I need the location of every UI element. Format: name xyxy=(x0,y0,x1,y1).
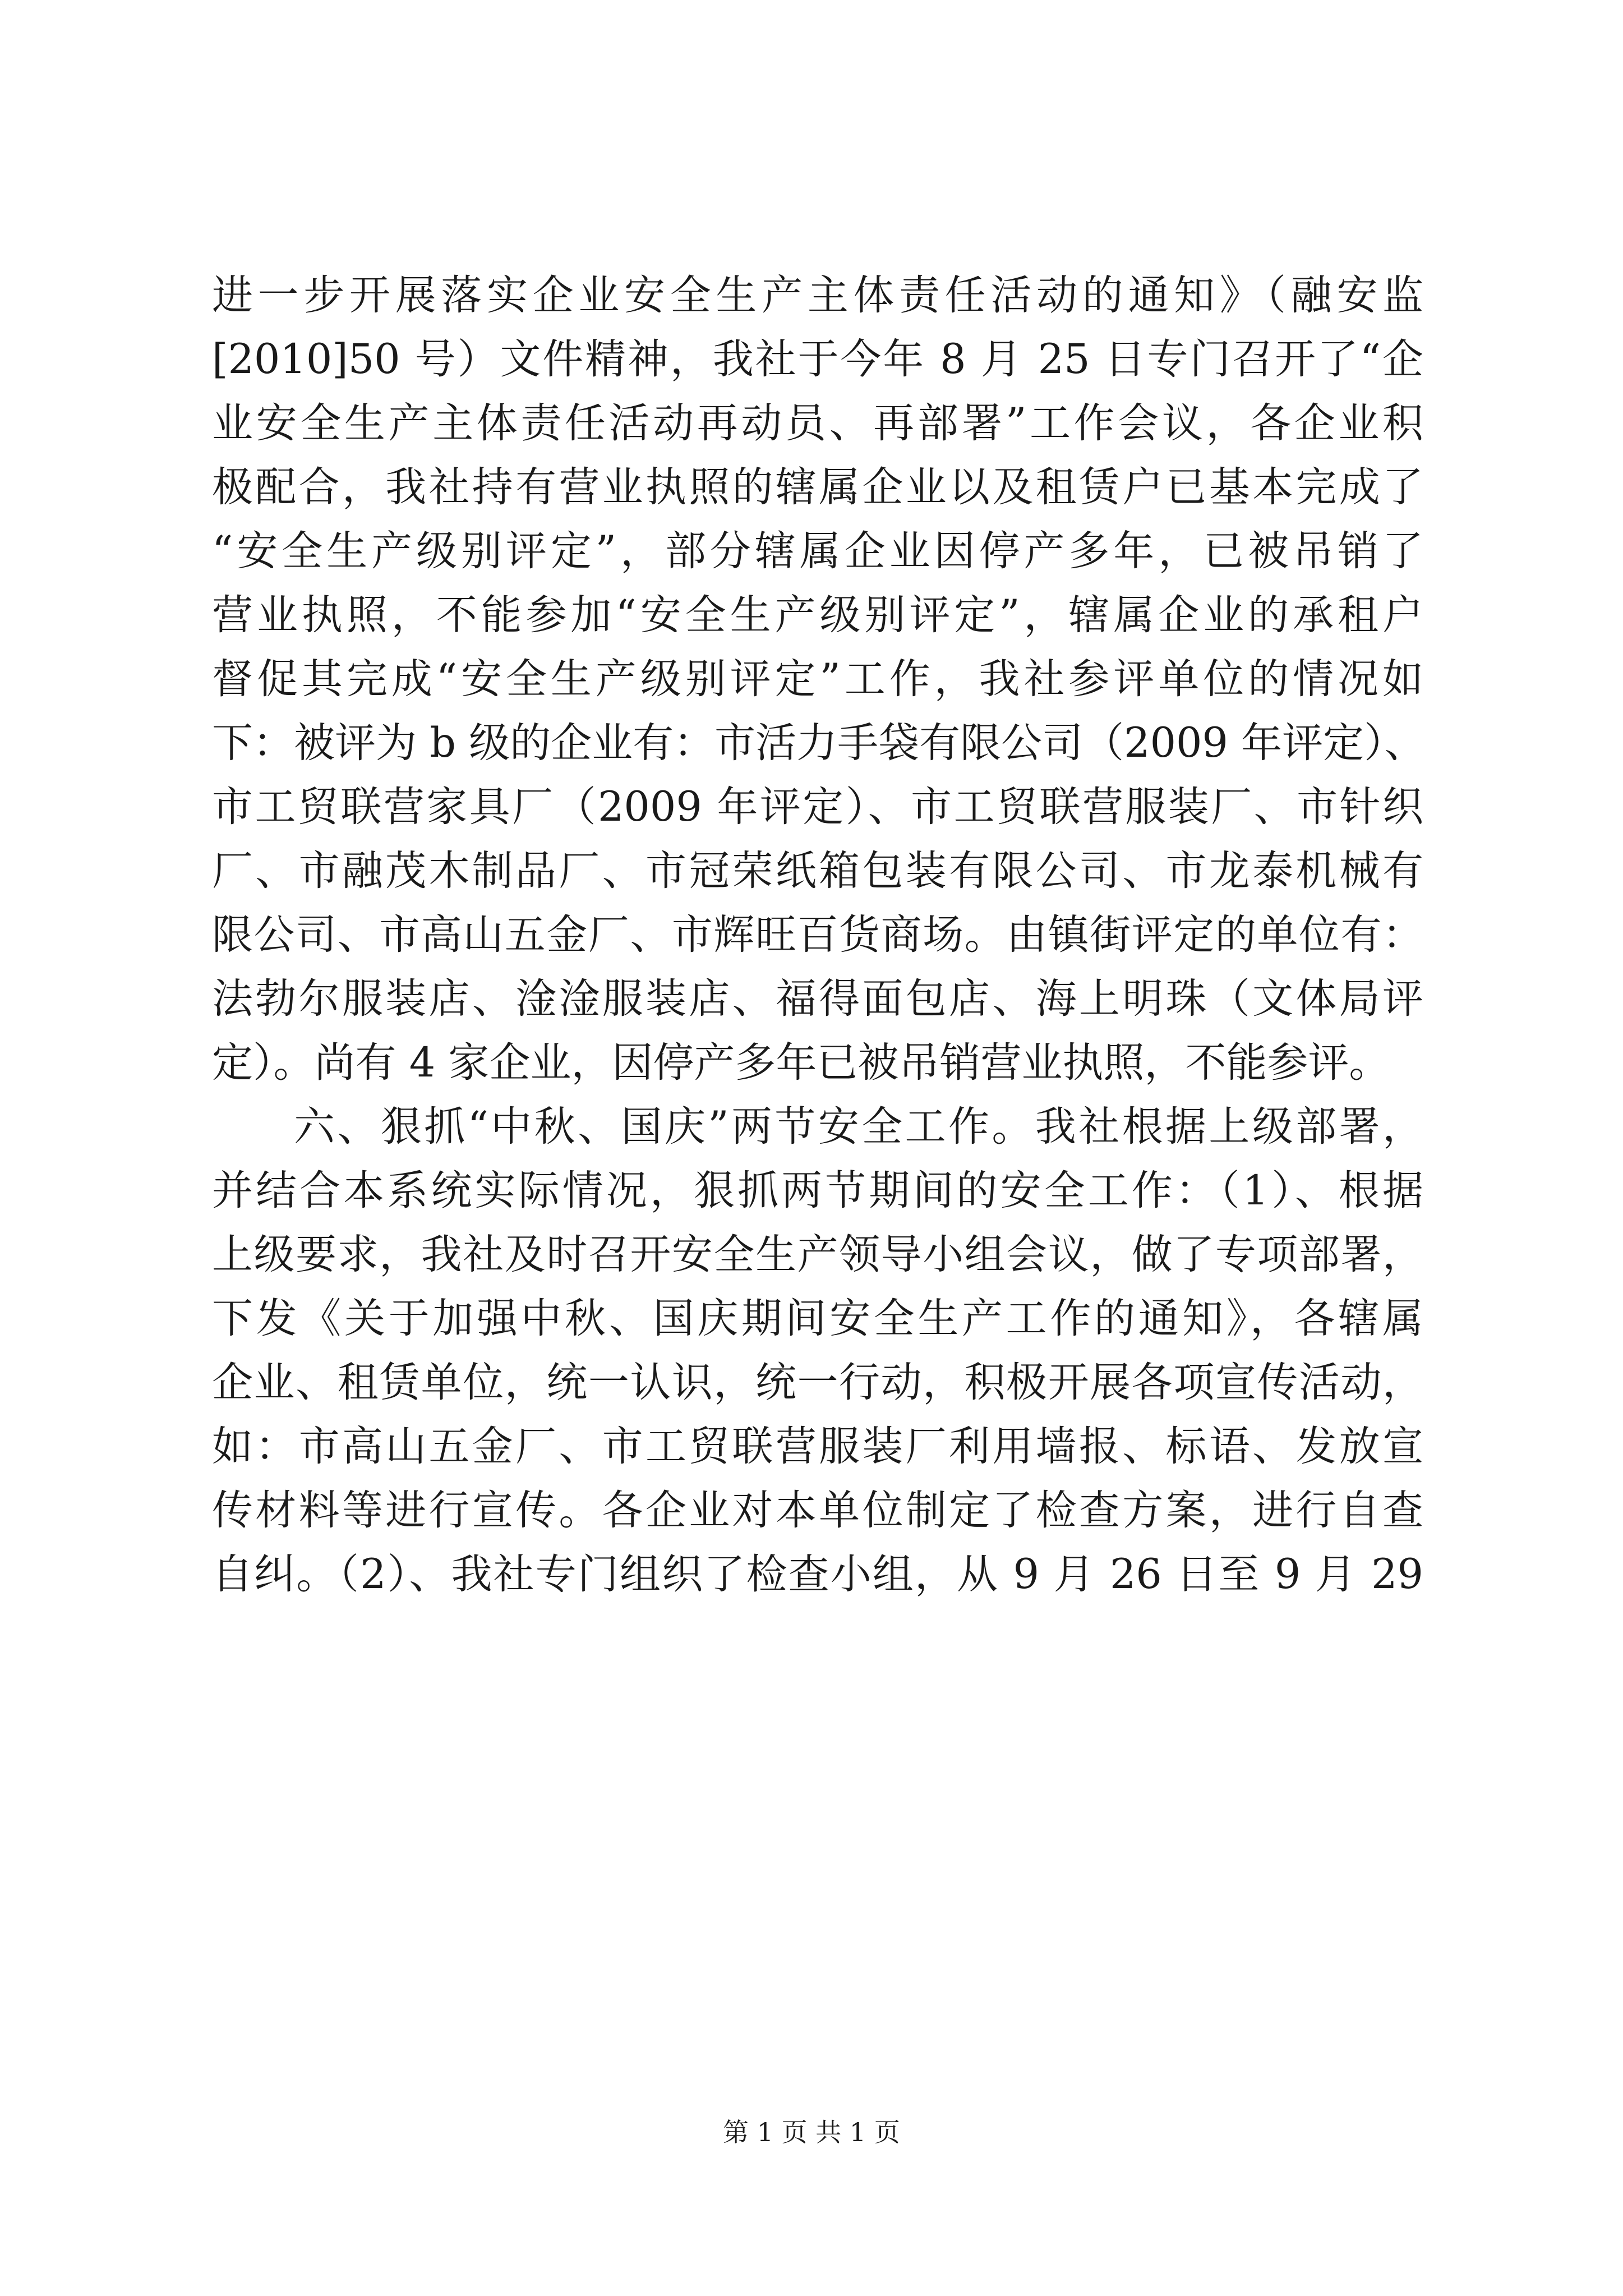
text-line: 下：被评为 b 级的企业有：市活力手袋有限公司（2009 年评定）、 xyxy=(212,719,1426,767)
text-line: 自纠。（2）、我社专门组织了检查小组，从 9 月 26 日至 9 月 29 xyxy=(212,1550,1423,1598)
text-line: 传材料等进行宣传。各企业对本单位制定了检查方案，进行自查 xyxy=(212,1487,1423,1534)
text-line: 法勃尔服装店、淦淦服装店、福得面包店、海上明珠（文体局评 xyxy=(212,975,1423,1023)
text-line: 上级要求，我社及时召开安全生产领导小组会议，做了专项部署， xyxy=(212,1231,1423,1278)
text-line: 业安全生产主体责任活动再动员、再部署”工作会议，各企业积 xyxy=(212,399,1423,447)
text-line: 限公司、市高山五金厂、市辉旺百货商场。由镇街评定的单位有： xyxy=(212,911,1423,959)
text-line: 营业执照，不能参加“安全生产级别评定”，辖属企业的承租户 xyxy=(212,591,1423,639)
text-line: 进一步开展落实企业安全生产主体责任活动的通知》（融安监 xyxy=(212,272,1423,319)
text-line: 市工贸联营家具厂（2009 年评定）、市工贸联营服装厂、市针织 xyxy=(212,783,1423,831)
text-line: 下发《关于加强中秋、国庆期间安全生产工作的通知》，各辖属 xyxy=(212,1295,1423,1342)
text-line: 如：市高山五金厂、市工贸联营服装厂利用墙报、标语、发放宣 xyxy=(212,1423,1423,1470)
text-line: “安全生产级别评定”，部分辖属企业因停产多年，已被吊销了 xyxy=(212,527,1423,575)
page-number-footer: 第 1 页 共 1 页 xyxy=(723,2117,900,2147)
text-line: 企业、租赁单位，统一认识，统一行动，积极开展各项宣传活动， xyxy=(212,1359,1423,1406)
document-body xyxy=(212,264,1426,1607)
text-line: 极配合，我社持有营业执照的辖属企业以及租赁户已基本完成了 xyxy=(212,463,1423,511)
paragraph-start-line: 六、狠抓“中秋、国庆”两节安全工作。我社根据上级部署， xyxy=(294,1103,1423,1151)
text-line: 并结合本系统实际情况，狠抓两节期间的安全工作：（1）、根据 xyxy=(212,1167,1423,1214)
text-line: [2010]50 号）文件精神，我社于今年 8 月 25 日专门召开了“企 xyxy=(212,335,1423,383)
text-line: 厂、市融茂木制品厂、市冠荣纸箱包装有限公司、市龙泰机械有 xyxy=(212,847,1423,895)
text-line: 定）。尚有 4 家企业，因停产多年已被吊销营业执照，不能参评。 xyxy=(212,1039,1390,1087)
text-line: 督促其完成“安全生产级别评定”工作，我社参评单位的情况如 xyxy=(212,655,1423,703)
